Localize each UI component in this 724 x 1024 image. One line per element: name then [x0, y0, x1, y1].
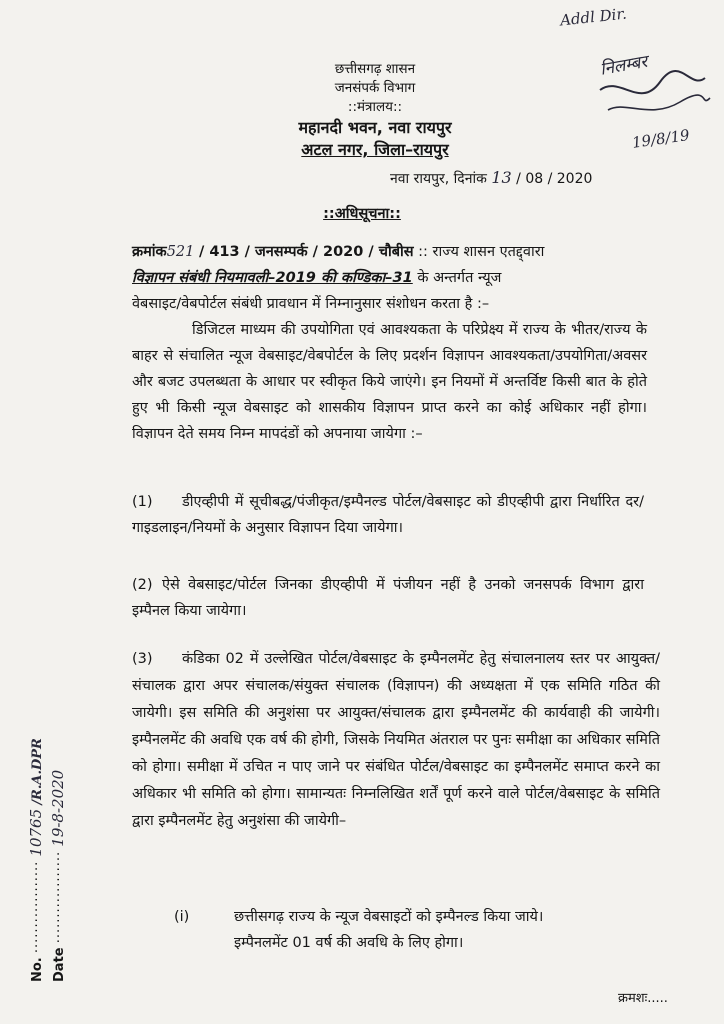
header-state: छत्तीसगढ़ शासन — [334, 61, 416, 77]
letterhead — [250, 60, 500, 161]
order-reference: क्रमांक521 / 413 / जनसम्पर्क / 2020 / चौबीस :: राज्य शासन एतद्द्वारा विज्ञापन संबंधी नियमावली–2019 की कण्डिका–31 के अन्तर्गत न्यूज वेबसाइट/वेबपोर्टल संबंधी प्रावधान में निम्नानुसार संशोधन करता है :– — [132, 244, 545, 312]
order-number: 521 — [166, 244, 195, 260]
header-dept: जनसंपर्क विभाग — [334, 80, 416, 96]
item-3-number: (3) — [132, 651, 153, 667]
header-city: अटल नगर, जिला–रायपुर — [301, 140, 449, 159]
intro-paragraph: डिजिटल माध्यम की उपयोगिता एवं आवश्यकता के परिप्रेक्ष्य में राज्य के भीतर/राज्य के बाहर से संचालित न्यूज वेबसाइट/वेबपोर्टल के लिए प्रदर्शन विज्ञापन आवश्यकता/उपयोगिता/अवसर और बजट उपलब्धता के आधार पर स्वीकृत किये जाएंगे। इन नियमों में अन्तर्विष्ट किसी बात के होते हुए भी किसी न्यूज वेबसाइट को शासकीय विज्ञापन प्राप्त करने का कोई अधिकार नहीं होगा। विज्ञापन देते समय निम्न मापदंडों को अपनाया जायेगा :– — [132, 322, 647, 442]
rule-reference: विज्ञापन संबंधी नियमावली–2019 की कण्डिका–31 — [132, 270, 413, 286]
item-2 — [132, 572, 644, 624]
item-3-text: कंडिका 02 में उल्लेखित पोर्टल/वेबसाइट के इम्पैनलमेंट हेतु संचालनालय स्तर पर आयुक्त/संचालक द्वारा अपर संचालक/संयुक्त संचालक (विज्ञापन) की अध्यक्षता में एक समिति गठित की जायेगी। इस समिति की अनुशंसा पर आयुक्त/संचालक द्वारा इम्पैनलमेंट की कार्यवाही की जायेगी। इम्पैनलमेंट की अवधि एक वर्ष की होगी, जिसके नियमित अंतराल पर पुनः समीक्षा का अधिकार समिति को होगा। समीक्षा में उचित न पाए जाने पर संबंधित पोर्टल/वेबसाइट का इम्पैनलमेंट समाप्त करने का अधिकार भी समिति को होगा। सामान्यतः निम्नलिखित शर्तें पूर्ण करने वाले पोर्टल/वेबसाइट के समिति द्वारा इम्पैनलमेंट हेतु अनुशंसा की जायेगी– — [132, 651, 660, 829]
item-2-text: ऐसे वेबसाइट/पोर्टल जिनका डीएव्हीपी में पंजीयन नहीं है उनको जनसपर्क विभाग द्वारा इम्पैनल किया जायेगा। — [132, 577, 644, 619]
corner-note: Addl Dir. — [559, 4, 628, 30]
continued-marker: क्रमशः..... — [618, 991, 668, 1006]
item-1 — [132, 489, 644, 541]
signature-scribble-2 — [608, 95, 710, 110]
stamp-date-value: 19-8-2020 — [49, 769, 67, 847]
header-ministry: ::मंत्रालय:: — [347, 99, 403, 115]
item-2-number: (2) — [132, 577, 153, 593]
signature-initials: निलम्बर — [598, 51, 649, 80]
stamp-no-value: 10765 — [27, 808, 45, 857]
sub-item-number: (i) — [174, 909, 190, 925]
signature-date: 19/8/19 — [630, 125, 691, 152]
receipt-stamp: No. ·················· 10765 /R.A.DPR Date ·················· 19-8-2020 — [27, 738, 67, 982]
date-day: 13 — [491, 168, 512, 187]
signature — [580, 20, 720, 160]
item-1-number: (1) — [132, 494, 153, 510]
header-building: महानदी भवन, नवा रायपुर — [298, 118, 452, 137]
item-1-text: डीएव्हीपी में सूचीबद्ध/पंजीकृत/इम्पैनल्ड पोर्टल/वेबसाइट को डीएव्हीपी द्वारा निर्धारित दर/ गाइडलाइन/नियमों के अनुसार विज्ञापन दिया जायेगा। — [132, 494, 644, 536]
stamp-date-label: Date — [52, 947, 67, 982]
item-3 — [132, 646, 660, 835]
stamp-office: /R.A.DPR — [30, 738, 45, 805]
notification-title: ::अधिसूचना:: — [323, 206, 401, 222]
stamp-no-label: No. — [30, 957, 45, 982]
date-line: नवा रायपुर, दिनांक 13 / 08 / 2020 — [390, 168, 593, 187]
sub-item-i: (i) छत्तीसगढ़ राज्य के न्यूज वेबसाइटों को इम्पैनल्ड किया जाये। इम्पैनलमेंट 01 वर्ष की अवधि के लिए होगा। — [174, 904, 674, 956]
